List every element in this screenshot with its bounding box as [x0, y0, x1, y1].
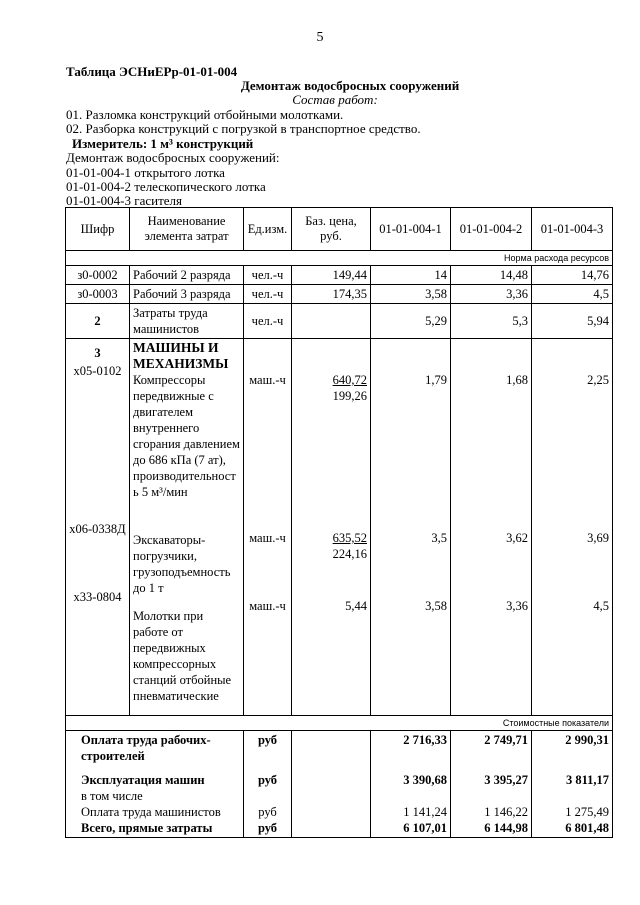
- work-item: 02. Разборка конструкций с погрузкой в транспортное средство.: [66, 121, 421, 136]
- row-value-1: 3,58: [371, 285, 451, 304]
- page-number: 5: [316, 30, 324, 45]
- cost-units: [244, 731, 292, 838]
- cost-name: Всего, прямые затраты: [81, 821, 213, 835]
- cost-value: 1 141,24: [403, 805, 447, 819]
- machine-value: 3,62: [506, 531, 528, 545]
- header-col3: 01-01-004-3: [532, 208, 613, 251]
- cost-value: 6 107,01: [403, 821, 447, 835]
- machine-name: Молотки при работе от передвижных компрессорных станций отбойные пневматические: [133, 609, 232, 703]
- row-unit: чел.-ч: [244, 304, 292, 339]
- cost-value: 1 275,49: [565, 805, 609, 819]
- work-composition-heading: Состав работ:: [292, 92, 378, 107]
- cost-subname: в том числе: [81, 789, 143, 803]
- cost-value: 3 395,27: [484, 773, 528, 787]
- cost-name: Оплата труда рабочих-строителей: [81, 733, 211, 763]
- machine-unit: маш.-ч: [249, 531, 286, 545]
- cost-unit: руб: [257, 773, 278, 787]
- subtitle: Демонтаж водосбросных сооружений:: [66, 150, 280, 165]
- cost-unit: руб: [257, 821, 278, 835]
- header-name: Наименование элемента затрат: [130, 208, 244, 251]
- machine-price-2: 224,16: [332, 547, 367, 561]
- cost-label: Стоимостные показатели: [66, 716, 613, 731]
- row-value-3: 4,5: [532, 285, 613, 304]
- machines-prices: [292, 339, 371, 716]
- row-name: Рабочий 3 разряда: [130, 285, 244, 304]
- row-value-1: 5,29: [371, 304, 451, 339]
- row-code: з0-0003: [66, 285, 130, 304]
- cost-value: 3 390,68: [403, 773, 447, 787]
- table-row: [66, 285, 613, 304]
- variant-item: 01-01-004-1 открытого лотка: [66, 165, 225, 180]
- row-unit: чел.-ч: [244, 285, 292, 304]
- row-value-2: 14,48: [451, 266, 532, 285]
- machine-unit: маш.-ч: [249, 373, 286, 387]
- cost-values-2: [451, 731, 532, 838]
- cost-value: 2 990,31: [565, 733, 609, 747]
- section-code: 3: [94, 346, 101, 360]
- machine-value: 1,79: [425, 373, 447, 387]
- cost-price-empty: [292, 731, 371, 838]
- cost-value: 6 144,98: [484, 821, 528, 835]
- row-code: 2: [66, 304, 130, 339]
- machines-codes: [66, 339, 130, 716]
- row-code: з0-0002: [66, 266, 130, 285]
- machine-price: 635,52: [332, 531, 367, 545]
- machine-value: 1,68: [506, 373, 528, 387]
- row-value-3: 14,76: [532, 266, 613, 285]
- cost-value: 1 146,22: [484, 805, 528, 819]
- machine-price: 640,72: [332, 373, 367, 387]
- header-unit: Ед.изм.: [244, 208, 292, 251]
- row-value-1: 14: [371, 266, 451, 285]
- row-value-2: 3,36: [451, 285, 532, 304]
- norm-label: Норма расхода ресурсов: [66, 251, 613, 266]
- section-name: МАШИНЫ И МЕХАНИЗМЫ: [133, 340, 229, 371]
- row-name: Рабочий 2 разряда: [130, 266, 244, 285]
- work-item: 01. Разломка конструкций отбойными молотками.: [66, 107, 344, 122]
- machine-value: 2,25: [587, 373, 609, 387]
- cost-unit: руб: [257, 733, 278, 747]
- document-title: Демонтаж водосбросных сооружений: [240, 78, 460, 93]
- cost-values-3: [532, 731, 613, 838]
- machine-unit: маш.-ч: [249, 599, 286, 613]
- cost-name: Эксплуатация машин: [81, 773, 205, 787]
- row-unit: чел.-ч: [244, 266, 292, 285]
- table-row: [66, 266, 613, 285]
- machine-value: 3,58: [425, 599, 447, 613]
- machines-values-2: [451, 339, 532, 716]
- machines-block: [66, 339, 613, 716]
- table-row: [66, 304, 613, 339]
- meter-unit: Измеритель: 1 м³ конструкций: [72, 136, 254, 151]
- row-value-2: 5,3: [451, 304, 532, 339]
- table-code: Таблица ЭСНиЕРр-01-01-004: [66, 64, 238, 79]
- header-code: Шифр: [66, 208, 130, 251]
- machine-value: 3,5: [431, 531, 447, 545]
- row-price: 174,35: [292, 285, 371, 304]
- machine-value: 3,36: [506, 599, 528, 613]
- header-col2: 01-01-004-2: [451, 208, 532, 251]
- resource-table: [65, 207, 613, 838]
- norm-label-row: [66, 251, 613, 266]
- machine-name: Компрессоры передвижные с двигателем внутреннего сгорания давлением до 686 кПа (7 ат), производительност ь 5 м³/мин: [133, 373, 240, 499]
- machine-price: 5,44: [345, 599, 367, 613]
- variant-item: 01-01-004-3 гасителя: [66, 193, 182, 208]
- machines-names: [130, 339, 244, 716]
- cost-value: 6 801,48: [565, 821, 609, 835]
- cost-value: 3 811,17: [565, 773, 609, 787]
- cost-name: Оплата труда машинистов: [81, 805, 221, 819]
- machines-units: [244, 339, 292, 716]
- table-header-row: [66, 208, 613, 251]
- row-price: [292, 304, 371, 339]
- cost-label-row: [66, 716, 613, 731]
- machine-code: х33-0804: [73, 590, 122, 604]
- row-price: 149,44: [292, 266, 371, 285]
- cost-unit: руб: [258, 805, 277, 819]
- cost-block: [66, 731, 613, 838]
- cost-names: [66, 731, 244, 838]
- row-name: Затраты труда машинистов: [130, 304, 244, 339]
- machines-values-1: [371, 339, 451, 716]
- cost-value: 2 716,33: [403, 733, 447, 747]
- machine-name: Экскаваторы-погрузчики, грузоподъемность до 1 т: [133, 533, 231, 595]
- machine-code: х06-0338Д: [69, 522, 126, 536]
- machines-values-3: [532, 339, 613, 716]
- cost-value: 2 749,71: [484, 733, 528, 747]
- cost-values-1: [371, 731, 451, 838]
- machine-code: х05-0102: [73, 364, 122, 378]
- machine-value: 3,69: [587, 531, 609, 545]
- row-value-3: 5,94: [532, 304, 613, 339]
- machine-price-2: 199,26: [332, 389, 367, 403]
- header-col1: 01-01-004-1: [371, 208, 451, 251]
- variant-item: 01-01-004-2 телескопического лотка: [66, 179, 266, 194]
- header-price: Баз. цена, руб.: [292, 208, 371, 251]
- machine-value: 4,5: [593, 599, 609, 613]
